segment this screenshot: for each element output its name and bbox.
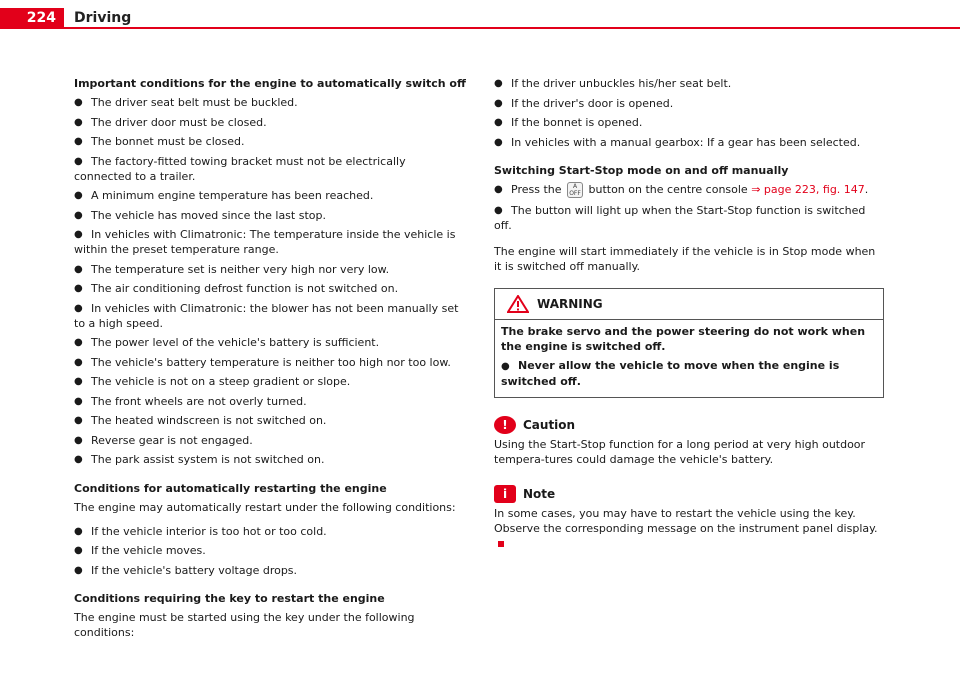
warning-box (494, 288, 884, 398)
list-item: ● In vehicles with a manual gearbox: If a gear has been selected. (494, 135, 861, 149)
bullet-icon: ● (74, 283, 83, 294)
list-item: ● The button will light up when the Start-Stop function is switched off. (494, 203, 866, 232)
list-item: ● Reverse gear is not engaged. (74, 433, 253, 447)
list-item: ● The power level of the vehicle's battery is sufficient. (74, 336, 380, 349)
bullet-icon: ● (74, 263, 83, 275)
start-stop-button-icon: A OFF (567, 182, 583, 198)
chapter-title: Driving (74, 10, 132, 26)
bullet-icon: ● (74, 395, 83, 407)
list-item: ● If the bonnet is opened. (494, 116, 643, 129)
list-item: ● If the driver's door is opened. (494, 96, 674, 110)
list-item: ● If the vehicle interior is too hot or too cold. (74, 524, 327, 538)
list-item: ● The vehicle's battery temperature is neither too high nor too low. (74, 355, 451, 369)
list-item: ● The bonnet must be closed. (74, 135, 245, 148)
warning-title: WARNING (537, 296, 603, 311)
list-item: ● The heated windscreen is not switched on. (74, 414, 327, 427)
note-text-block (494, 506, 884, 551)
bullet-icon: ● (74, 155, 83, 167)
warning-body (495, 320, 883, 397)
bullet-icon: ● (74, 415, 83, 426)
bullet-icon: ● (74, 190, 83, 201)
caution-heading (494, 416, 884, 434)
list-item: ● The driver seat belt must be buckled. (74, 96, 298, 109)
bullet-icon: ● (501, 361, 510, 372)
bullet-icon: ● (494, 117, 503, 128)
page-reference-link[interactable]: ⇒ page 223, fig. 147 (751, 183, 865, 196)
page-number: 224 (0, 8, 64, 28)
bullet-icon: ● (74, 116, 83, 128)
list-item: ● The vehicle has moved since the last stop. (74, 208, 326, 222)
list-item: ● The park assist system is not switched on. (74, 453, 325, 466)
bullet-icon: ● (74, 356, 83, 368)
manual-list (494, 182, 884, 233)
list-item: ● If the vehicle moves. (74, 544, 206, 557)
right-column (494, 76, 884, 555)
list-item: ● The air conditioning defrost function is not switched on. (74, 282, 399, 295)
heading-restart: Conditions for automatically restarting the engine (74, 481, 387, 495)
bullet-icon: ● (74, 97, 83, 108)
bullet-icon: ● (494, 78, 503, 89)
list-item: ● The factory-fitted towing bracket must not be electrically connected to a trailer. (74, 154, 406, 183)
bullet-icon: ● (74, 434, 83, 446)
list-item: ● Press the A OFF button on the centre console ⇒ page 223, fig. 147. (494, 183, 869, 197)
caution-text: Using the Start-Stop function for a long period at very high outdoor tempera-tures could damage the vehicle's battery. (494, 438, 866, 466)
list-item: ● If the driver unbuckles his/her seat belt. (494, 77, 732, 90)
list-item: ● A minimum engine temperature has been reached. (74, 189, 374, 202)
list-item: ● In vehicles with Climatronic: The temperature inside the vehicle is within the preset temperature range. (74, 228, 456, 256)
page-header (0, 0, 960, 30)
bullet-icon: ● (74, 136, 83, 147)
bullet-icon: ● (74, 376, 83, 387)
warning-text: The brake servo and the power steering do not work when the engine is switched off. (501, 325, 866, 353)
bullet-icon: ● (74, 229, 83, 240)
note-heading (494, 485, 884, 503)
warning-header (495, 289, 883, 320)
manual-note-paragraph: The engine will start immediately if the vehicle is in Stop mode when it is switched off manually. (494, 245, 876, 273)
bullet-icon: ● (494, 204, 503, 216)
bullet-icon: ● (74, 302, 83, 314)
bullet-icon: ● (494, 184, 503, 195)
note-title: Note (523, 486, 556, 501)
bullet-icon: ● (74, 337, 83, 348)
heading-switch-off: Important conditions for the engine to automatically switch off (74, 77, 466, 90)
list-item: ● The temperature set is neither very high nor very low. (74, 262, 390, 276)
restart-intro: The engine may automatically restart under the following conditions: (74, 500, 456, 514)
list-item: ● The vehicle is not on a steep gradient or slope. (74, 375, 351, 388)
warning-bullet: ● Never allow the vehicle to move when the engine is switched off. (501, 359, 840, 388)
list-item: ● The driver door must be closed. (74, 115, 267, 129)
key-conditions-list (494, 76, 884, 150)
warning-triangle-icon (507, 295, 529, 313)
caution-icon: ! (494, 416, 516, 434)
list-item: ● If the vehicle's battery voltage drops. (74, 563, 298, 577)
restart-list (74, 524, 466, 578)
key-intro: The engine must be started using the key under the following conditions: (74, 611, 415, 639)
note-text: In some cases, you may have to restart the vehicle using the key. Observe the corresponding message on the instrument panel display. (494, 507, 878, 535)
caution-title: Caution (523, 417, 576, 432)
bullet-icon: ● (74, 525, 83, 537)
bullet-icon: ● (74, 209, 83, 221)
left-column (74, 76, 466, 644)
bullet-icon: ● (494, 136, 503, 148)
heading-key-restart: Conditions requiring the key to restart the engine (74, 592, 385, 605)
note-icon: i (494, 485, 516, 503)
bullet-icon: ● (494, 97, 503, 109)
list-item: ● In vehicles with Climatronic: the blower has not been manually set to a high speed. (74, 301, 459, 330)
switch-off-list (74, 95, 466, 467)
section-end-icon (498, 541, 504, 547)
list-item: ● The front wheels are not overly turned. (74, 394, 307, 408)
header-rule (0, 27, 960, 29)
bullet-icon: ● (74, 545, 83, 556)
heading-manual: Switching Start-Stop mode on and off manually (494, 164, 789, 177)
bullet-icon: ● (74, 564, 83, 576)
bullet-icon: ● (74, 454, 83, 465)
